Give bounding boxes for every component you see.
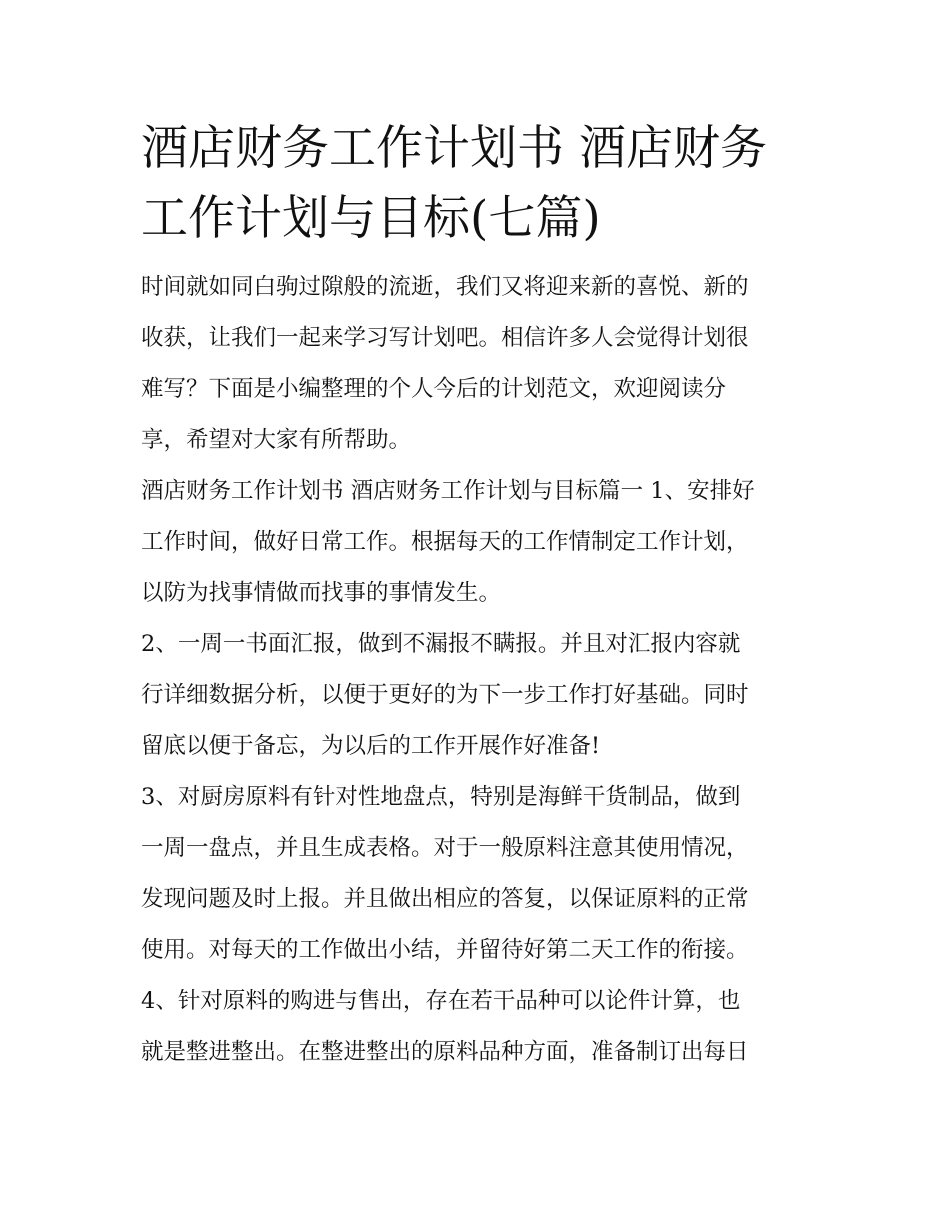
paragraph-line: 3、对厨房原料有针对性地盘点，特别是海鲜干货制品，做到 — [141, 784, 741, 810]
section-one-item-2 — [141, 619, 811, 772]
paragraph-line: 时间就如同白驹过隙般的流逝，我们又将迎来新的喜悦、新的 — [141, 274, 749, 300]
paragraph-line: 就是整进整出。在整进整出的原料品种方面，准备制订出每日 — [141, 1039, 749, 1065]
paragraph-line: 留底以便于备忘，为以后的工作开展作好准备! — [141, 733, 601, 759]
paragraph-line: 发现问题及时上报。并且做出相应的答复，以保证原料的正常 — [141, 886, 749, 912]
paragraph-line: 难写？下面是小编整理的个人今后的计划范文，欢迎阅读分 — [141, 376, 727, 402]
document-body — [141, 114, 811, 1078]
paragraph-line: 4、针对原料的购进与售出，存在若干品种可以论件计算，也 — [141, 988, 741, 1014]
paragraph-line: 享，希望对大家有所帮助。 — [141, 427, 412, 453]
paragraph-line: 收获，让我们一起来学习写计划吧。相信许多人会觉得计划很 — [141, 325, 749, 351]
title-line: 酒店财务工作计划书 酒店财务 — [141, 121, 767, 176]
section-one-item-1 — [141, 466, 811, 619]
section-one-item-4 — [141, 976, 811, 1078]
paragraph-line: 以防为找事情做而找事的事情发生。 — [141, 580, 502, 606]
paragraph-line: 酒店财务工作计划书 酒店财务工作计划与目标篇一 1、安排好 — [141, 478, 755, 504]
section-one-item-3 — [141, 772, 811, 976]
paragraph-line: 2、一周一书面汇报，做到不漏报不瞒报。并且对汇报内容就 — [141, 631, 741, 657]
paragraph-line: 工作时间，做好日常工作。根据每天的工作情制定工作计划， — [141, 529, 749, 555]
intro-paragraph — [141, 262, 811, 466]
title-line: 工作计划与目标(七篇) — [141, 191, 601, 246]
paragraph-line: 行详细数据分析，以便于更好的为下一步工作打好基础。同时 — [141, 682, 749, 708]
paragraph-line: 一周一盘点，并且生成表格。对于一般原料注意其使用情况， — [141, 835, 749, 861]
paragraph-line: 使用。对每天的工作做出小结，并留待好第二天工作的衔接。 — [141, 937, 749, 963]
document-title — [141, 114, 811, 254]
